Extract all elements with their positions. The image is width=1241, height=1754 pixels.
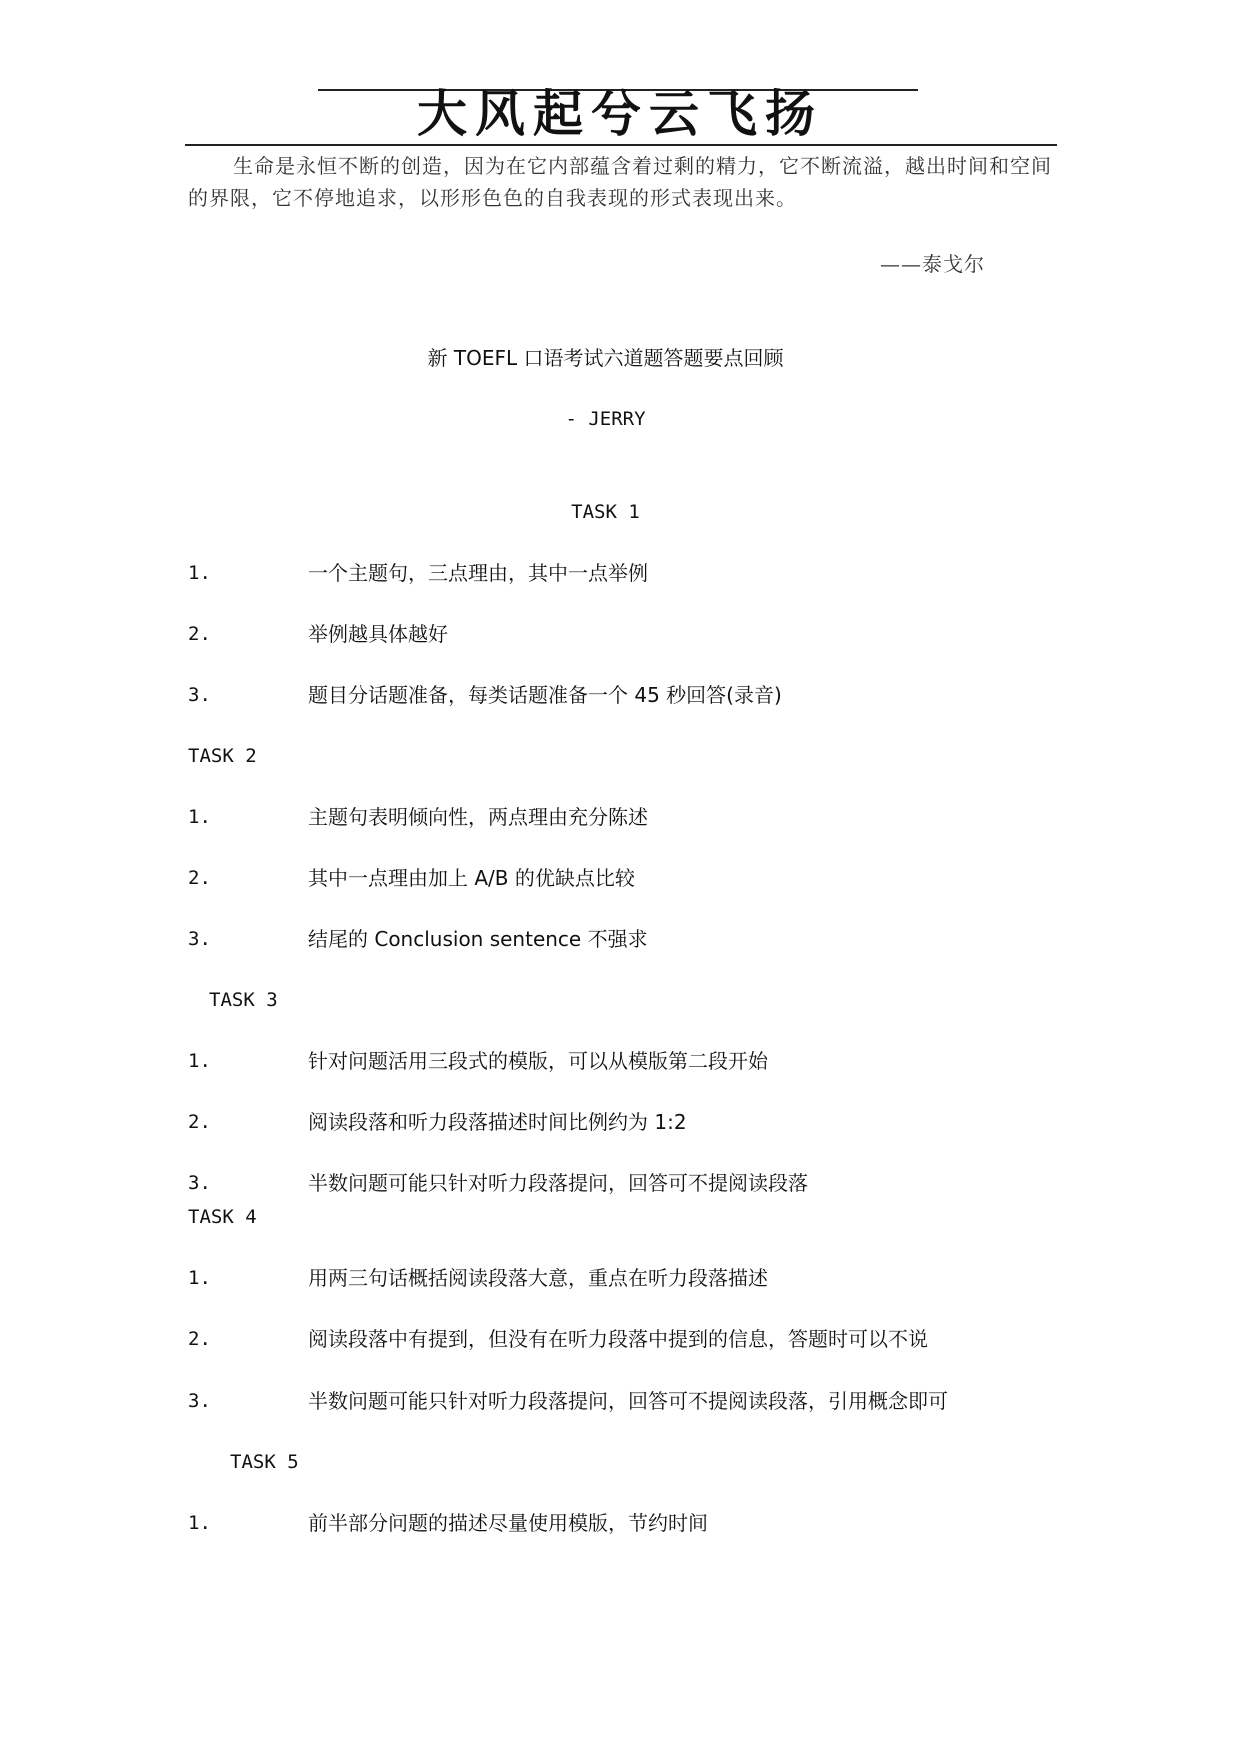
list-item-number: 3.: [188, 1172, 211, 1194]
banner-bottom-rule: [185, 144, 1057, 146]
list-item-number: 1.: [188, 806, 211, 828]
list-item-text: 半数问题可能只针对听力段落提问，回答可不提阅读段落，引用概念即可: [308, 1389, 948, 1413]
list-item-text: 阅读段落中有提到，但没有在听力段落中提到的信息，答题时可以不说: [308, 1327, 928, 1351]
list-item-number: 3.: [188, 928, 211, 950]
list-item-text: 其中一点理由加上 A/B 的优缺点比较: [308, 866, 635, 890]
list-item-number: 2.: [188, 867, 211, 889]
epigraph-author: ——泰戈尔: [880, 252, 985, 276]
list-item-text: 主题句表明倾向性，两点理由充分陈述: [308, 805, 648, 829]
list-item-number: 3.: [188, 1390, 211, 1412]
epigraph-quote: 生命是永恒不断的创造，因为在它内部蕴含着过剩的精力，它不断流溢，越出时间和空间的界限，它不停地追求，以形形色色的自我表现的形式表现出来。: [188, 154, 1052, 210]
list-item-number: 1.: [188, 1267, 211, 1289]
document-byline: - JERRY: [565, 408, 646, 430]
list-item-number: 2.: [188, 1328, 211, 1350]
task-heading: TASK 1: [571, 501, 640, 523]
list-item-number: 3.: [188, 684, 211, 706]
list-item-text: 针对问题活用三段式的模版，可以从模版第二段开始: [308, 1049, 768, 1073]
list-item-text: 结尾的 Conclusion sentence 不强求: [308, 927, 648, 951]
list-item-number: 1.: [188, 562, 211, 584]
list-item-text: 用两三句话概括阅读段落大意，重点在听力段落描述: [308, 1266, 768, 1290]
list-item-number: 1.: [188, 1512, 211, 1534]
task-heading: TASK 4: [188, 1206, 257, 1228]
list-item-number: 2.: [188, 1111, 211, 1133]
list-item-text: 半数问题可能只针对听力段落提问，回答可不提阅读段落: [308, 1171, 808, 1195]
task-heading: TASK 3: [209, 989, 278, 1011]
list-item-number: 2.: [188, 623, 211, 645]
task-heading: TASK 2: [188, 745, 257, 767]
list-item-number: 1.: [188, 1050, 211, 1072]
list-item-text: 一个主题句，三点理由，其中一点举例: [308, 561, 648, 585]
document-title: 新 TOEFL 口语考试六道题答题要点回顾: [427, 346, 784, 370]
list-item-text: 举例越具体越好: [308, 622, 448, 646]
task-heading: TASK 5: [230, 1451, 299, 1473]
list-item-text: 前半部分问题的描述尽量使用模版，节约时间: [308, 1511, 708, 1535]
list-item-text: 阅读段落和听力段落描述时间比例约为 1:2: [308, 1110, 687, 1134]
list-item-text: 题目分话题准备，每类话题准备一个 45 秒回答(录音): [308, 683, 782, 707]
banner-title: 大风起兮云飞扬: [417, 84, 823, 143]
